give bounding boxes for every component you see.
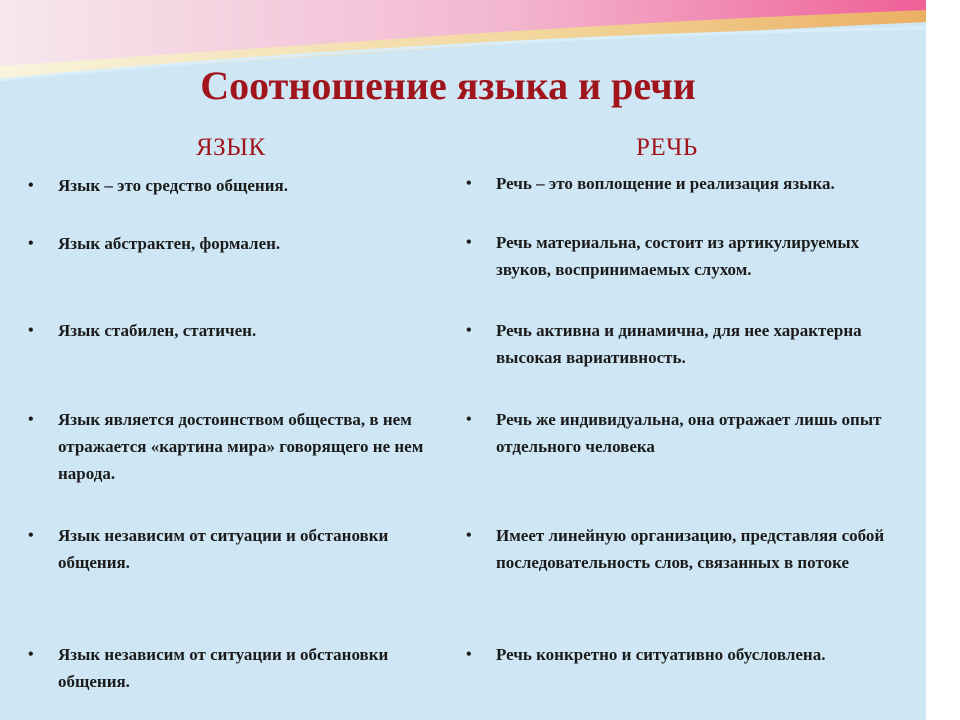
language-item-text: Язык – это средство общения. xyxy=(58,176,288,195)
bullet-icon: • xyxy=(28,646,34,663)
language-item xyxy=(28,522,448,576)
language-item xyxy=(28,406,448,487)
slide-title: Соотношение языка и речи xyxy=(200,63,696,108)
language-item-text: Язык независим от ситуации и обстановки общения. xyxy=(58,645,389,691)
bullet-icon: • xyxy=(466,175,472,192)
bullet-icon: • xyxy=(28,411,34,428)
language-item-text: Язык является достоинством общества, в нем отражается «картина мира» говорящего не нем народа. xyxy=(58,410,424,483)
bullet-icon: • xyxy=(466,527,472,544)
language-item xyxy=(28,230,448,257)
language-item xyxy=(28,172,448,199)
bullet-icon: • xyxy=(28,527,34,544)
bullet-icon: • xyxy=(466,646,472,663)
bullet-icon: • xyxy=(28,322,34,339)
speech-item xyxy=(466,522,891,576)
speech-item xyxy=(466,229,891,283)
language-item xyxy=(28,317,448,344)
speech-item-text: Речь материальна, состоит из артикулируемых звуков, воспринимаемых слухом. xyxy=(496,233,860,279)
speech-item-text: Речь конкретно и ситуативно обусловлена. xyxy=(496,645,826,664)
speech-item-text: Речь – это воплощение и реализация языка. xyxy=(496,174,835,193)
speech-item-text: Речь же индивидуальна, она отражает лишь опыт отдельного человека xyxy=(496,410,882,456)
speech-item-text: Речь активна и динамична, для нее характерна высокая вариативность. xyxy=(496,321,862,367)
language-item xyxy=(28,641,448,695)
bullet-icon: • xyxy=(28,235,34,252)
language-item-text: Язык стабилен, статичен. xyxy=(58,321,257,340)
speech-item-text: Имеет линейную организацию, представляя собой последовательность слов, связанных в потоке xyxy=(496,526,885,572)
bullet-icon: • xyxy=(28,177,34,194)
column-header-language: ЯЗЫК xyxy=(196,134,266,161)
speech-item xyxy=(466,406,891,460)
bullet-icon: • xyxy=(466,411,472,428)
speech-item xyxy=(466,641,891,668)
speech-item xyxy=(466,170,891,197)
language-item-text: Язык абстрактен, формален. xyxy=(58,234,281,253)
speech-item xyxy=(466,317,891,371)
language-item-text: Язык независим от ситуации и обстановки общения. xyxy=(58,526,389,572)
bullet-icon: • xyxy=(466,234,472,251)
bullet-icon: • xyxy=(466,322,472,339)
column-header-speech: РЕЧЬ xyxy=(636,134,698,161)
